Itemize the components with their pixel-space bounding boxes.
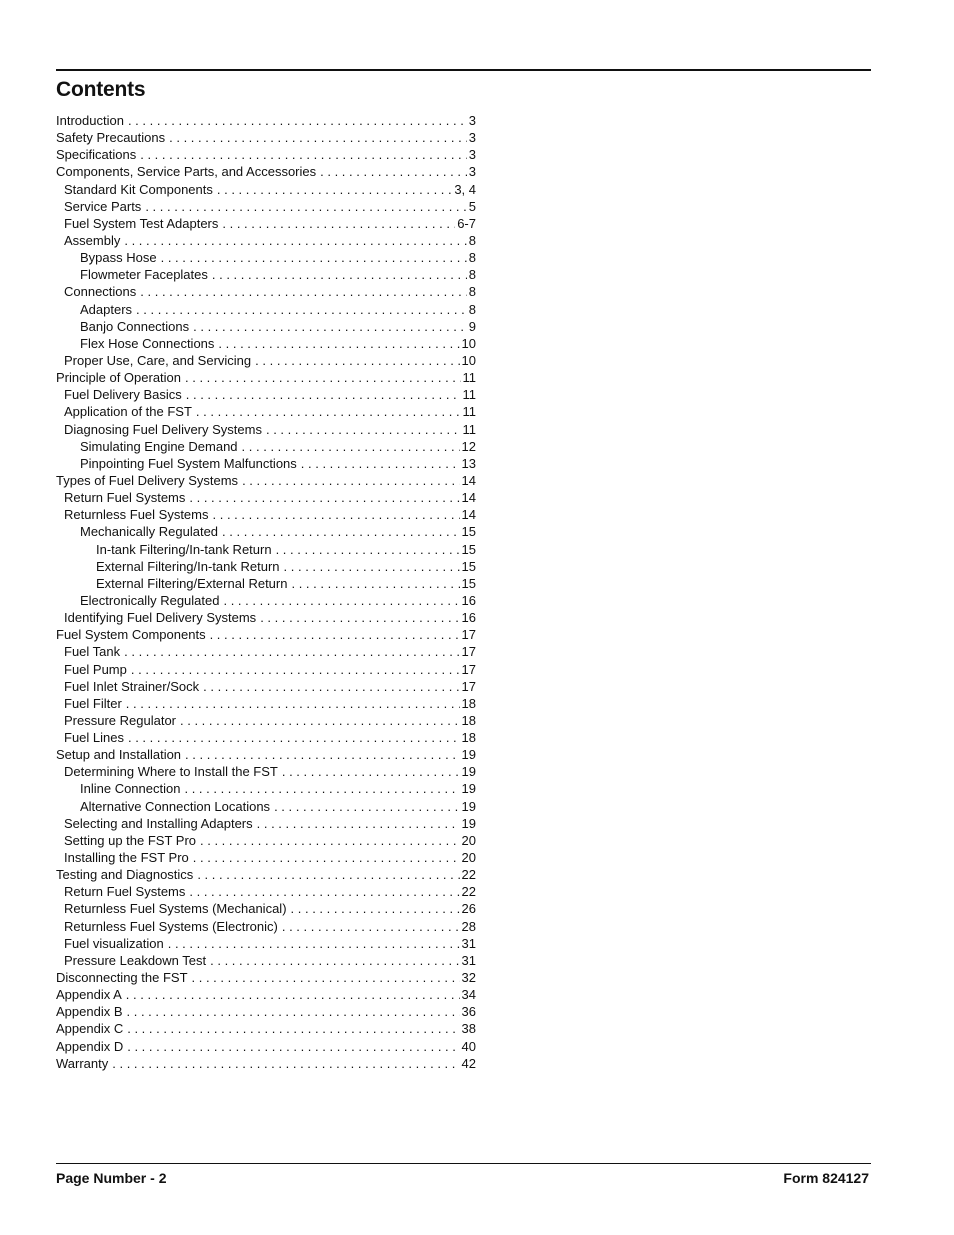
toc-entry-label: Principle of Operation [56,370,182,386]
toc-entry-page: 11 [462,404,476,420]
toc-entry [56,712,476,729]
page-title: Contents [56,78,146,101]
toc-leader-dots [161,249,467,266]
toc-entry-page: 31 [461,952,476,968]
toc-leader-dots [186,386,461,403]
toc-entry [56,369,476,386]
toc-entry-label: Returnless Fuel Systems (Electronic) [64,918,278,934]
toc-entry-page: 14 [461,507,476,523]
toc-entry-page: 42 [461,1055,476,1071]
toc-leader-dots [185,369,460,386]
toc-entry-label: Standard Kit Components [64,181,213,197]
toc-leader-dots [124,643,459,660]
toc-entry-page: 36 [461,1004,476,1020]
toc-entry-page: 20 [461,832,476,848]
toc-leader-dots [127,1003,460,1020]
toc-leader-dots [180,712,460,729]
toc-entry-page: 40 [461,1038,476,1054]
toc-entry-page: 11 [462,370,476,386]
toc-entry-page: 11 [462,387,476,403]
toc-entry [56,900,476,917]
toc-entry [56,763,476,780]
toc-entry-label: Returnless Fuel Systems [64,507,209,523]
toc-entry [56,626,476,643]
toc-leader-dots [128,729,460,746]
toc-entry-page: 28 [461,918,476,934]
toc-leader-dots [213,506,460,523]
toc-entry-label: Fuel Inlet Strainer/Sock [64,678,200,694]
toc-entry [56,1055,476,1072]
toc-entry [56,438,476,455]
toc-entry-page: 20 [461,850,476,866]
toc-entry [56,455,476,472]
toc-entry-label: In-tank Filtering/In-tank Return [96,541,272,557]
toc-entry-page: 15 [461,558,476,574]
toc-entry-page: 14 [461,490,476,506]
toc-entry-page: 3 [468,130,476,146]
toc-entry [56,883,476,900]
toc-entry [56,403,476,420]
toc-entry [56,421,476,438]
toc-entry-label: Mechanically Regulated [80,524,219,540]
toc-entry [56,232,476,249]
toc-entry [56,215,476,232]
toc-entry-label: Fuel Delivery Basics [64,387,182,403]
toc-entry [56,729,476,746]
toc-entry [56,935,476,952]
toc-entry [56,523,476,540]
toc-entry-page: 12 [461,438,476,454]
toc-entry [56,695,476,712]
toc-entry [56,592,476,609]
toc-entry [56,1038,476,1055]
toc-entry-label: External Filtering/In-tank Return [96,558,280,574]
toc-entry-page: 8 [468,267,476,283]
toc-entry [56,163,476,180]
toc-leader-dots [189,489,459,506]
toc-leader-dots [193,849,460,866]
toc-entry [56,746,476,763]
toc-leader-dots [222,523,460,540]
toc-entry-page: 8 [468,301,476,317]
footer-page-number: Page Number - 2 [56,1170,167,1186]
toc-entry-label: Safety Precautions [56,130,166,146]
toc-leader-dots [126,986,460,1003]
toc-entry [56,489,476,506]
toc-entry-page: 19 [461,764,476,780]
toc-entry [56,541,476,558]
toc-entry-label: Determining Where to Install the FST [64,764,278,780]
toc-entry-page: 11 [462,421,476,437]
toc-leader-dots [196,403,461,420]
toc-entry-page: 17 [461,678,476,694]
toc-leader-dots [282,918,460,935]
toc-entry [56,472,476,489]
toc-leader-dots [189,883,459,900]
toc-entry-page: 17 [461,644,476,660]
toc-entry [56,643,476,660]
toc-leader-dots [140,146,467,163]
toc-entry [56,249,476,266]
toc-entry-page: 10 [461,352,476,368]
toc-entry [56,815,476,832]
toc-leader-dots [274,798,459,815]
toc-entry-label: Adapters [80,301,133,317]
toc-entry [56,283,476,300]
toc-leader-dots [282,763,460,780]
toc-entry-label: Setup and Installation [56,747,182,763]
toc-entry-page: 19 [461,781,476,797]
toc-leader-dots [212,266,467,283]
toc-entry [56,798,476,815]
toc-leader-dots [169,129,467,146]
toc-leader-dots [145,198,466,215]
toc-entry-label: External Filtering/External Return [96,575,288,591]
toc-entry-page: 3, 4 [454,181,476,197]
toc-entry-page: 19 [461,798,476,814]
toc-entry [56,335,476,352]
toc-entry-page: 16 [461,610,476,626]
toc-entry-page: 14 [461,472,476,488]
toc-entry [56,146,476,163]
toc-entry-page: 15 [461,575,476,591]
toc-entry-page: 13 [461,455,476,471]
toc-entry-page: 18 [461,730,476,746]
toc-entry-label: Appendix D [56,1038,124,1054]
toc-leader-dots [112,1055,459,1072]
toc-entry-page: 17 [461,627,476,643]
toc-entry-label: Identifying Fuel Delivery Systems [64,610,257,626]
toc-entry-label: Disconnecting the FST [56,970,188,986]
toc-entry-label: Fuel Pump [64,661,127,677]
toc-entry-label: Returnless Fuel Systems (Mechanical) [64,901,287,917]
toc-leader-dots [197,866,459,883]
toc-entry-label: Flowmeter Faceplates [80,267,208,283]
toc-entry-label: Inline Connection [80,781,181,797]
toc-leader-dots [127,1038,459,1055]
toc-leader-dots [184,780,459,797]
toc-leader-dots [203,678,459,695]
toc-entry-label: Fuel System Components [56,627,206,643]
toc-entry-page: 8 [468,250,476,266]
toc-entry-page: 17 [461,661,476,677]
toc-entry-page: 10 [461,335,476,351]
toc-entry-label: Specifications [56,147,137,163]
toc-entry-page: 19 [461,747,476,763]
toc-entry [56,849,476,866]
toc-leader-dots [210,952,459,969]
toc-entry [56,1003,476,1020]
toc-entry-page: 3 [468,147,476,163]
toc-entry-label: Application of the FST [64,404,192,420]
toc-entry [56,318,476,335]
toc-leader-dots [276,541,460,558]
toc-entry [56,129,476,146]
toc-entry [56,352,476,369]
toc-entry-label: Setting up the FST Pro [64,832,196,848]
toc-entry-page: 38 [461,1021,476,1037]
toc-entry-label: Bypass Hose [80,250,157,266]
toc-leader-dots [320,163,467,180]
toc-leader-dots [124,232,466,249]
toc-leader-dots [200,832,460,849]
toc-entry-label: Flex Hose Connections [80,335,215,351]
toc-entry [56,661,476,678]
toc-leader-dots [242,472,459,489]
toc-entry-label: Fuel Tank [64,644,121,660]
toc-entry [56,506,476,523]
toc-leader-dots [217,181,452,198]
toc-entry-label: Selecting and Installing Adapters [64,815,253,831]
toc-entry-label: Pinpointing Fuel System Malfunctions [80,455,297,471]
toc-entry-page: 5 [468,198,476,214]
toc-entry-label: Types of Fuel Delivery Systems [56,472,239,488]
toc-leader-dots [210,626,460,643]
toc-entry-label: Proper Use, Care, and Servicing [64,352,252,368]
toc-entry-label: Introduction [56,113,124,128]
toc-entry-page: 8 [468,232,476,248]
toc-entry [56,832,476,849]
toc-entry-label: Service Parts [64,198,142,214]
toc-entry-page: 22 [461,884,476,900]
toc-entry [56,386,476,403]
toc-entry-page: 15 [461,541,476,557]
toc-entry-page: 34 [461,987,476,1003]
toc-entry-label: Return Fuel Systems [64,884,186,900]
toc-entry [56,112,476,129]
toc-leader-dots [168,935,460,952]
toc-leader-dots [127,1020,459,1037]
toc-leader-dots [218,335,459,352]
toc-entry-label: Simulating Engine Demand [80,438,238,454]
toc-leader-dots [136,301,467,318]
toc-entry-page: 18 [461,695,476,711]
toc-leader-dots [192,969,460,986]
toc-entry-label: Fuel visualization [64,935,164,951]
toc-entry-page: 19 [461,815,476,831]
toc-entry-label: Fuel Lines [64,730,124,746]
toc-entry-label: Appendix C [56,1021,124,1037]
toc-leader-dots [284,558,460,575]
toc-entry-page: 32 [461,970,476,986]
toc-entry-label: Assembly [64,232,121,248]
toc-leader-dots [131,661,460,678]
toc-entry-page: 31 [461,935,476,951]
toc-entry-page: 18 [461,712,476,728]
footer-form-number: Form 824127 [783,1170,869,1186]
toc-entry-label: Testing and Diagnostics [56,867,194,883]
toc-leader-dots [260,609,459,626]
toc-entry-label: Return Fuel Systems [64,490,186,506]
toc-leader-dots [242,438,460,455]
toc-entry-label: Electronically Regulated [80,592,220,608]
toc-entry [56,301,476,318]
toc-leader-dots [185,746,459,763]
toc-entry-label: Warranty [56,1055,109,1071]
toc-leader-dots [257,815,460,832]
toc-entry [56,181,476,198]
toc-entry [56,866,476,883]
toc-leader-dots [140,283,466,300]
toc-entry [56,198,476,215]
toc-entry-label: Pressure Regulator [64,712,176,728]
toc-entry [56,266,476,283]
toc-entry [56,558,476,575]
toc-entry [56,918,476,935]
toc-leader-dots [126,695,460,712]
toc-entry-page: 8 [468,284,476,300]
toc-entry-label: Fuel System Test Adapters [64,215,219,231]
toc-leader-dots [266,421,461,438]
toc-entry [56,609,476,626]
toc-entry-label: Appendix B [56,1004,123,1020]
toc-entry [56,780,476,797]
toc-entry-page: 26 [461,901,476,917]
toc-entry-page: 9 [468,318,476,334]
toc-entry-label: Components, Service Parts, and Accessories [56,164,317,180]
toc-entry [56,969,476,986]
toc-entry [56,986,476,1003]
toc-entry-label: Alternative Connection Locations [80,798,271,814]
toc-entry-page: 22 [461,867,476,883]
toc-entry-label: Appendix A [56,987,122,1003]
toc-entry-page: 16 [461,592,476,608]
toc-leader-dots [128,112,467,129]
toc-entry-label: Fuel Filter [64,695,122,711]
toc-leader-dots [291,575,459,592]
toc-leader-dots [223,592,459,609]
toc-entry-page: 3 [468,164,476,180]
toc-leader-dots [222,215,455,232]
toc-entry-page: 6-7 [457,215,476,231]
toc-entry-label: Diagnosing Fuel Delivery Systems [64,421,262,437]
toc-entry [56,1020,476,1037]
table-of-contents [56,112,476,1072]
toc-entry-label: Banjo Connections [80,318,190,334]
toc-leader-dots [255,352,459,369]
toc-leader-dots [291,900,460,917]
toc-entry-label: Installing the FST Pro [64,850,189,866]
toc-leader-dots [193,318,467,335]
toc-entry-label: Connections [64,284,137,300]
toc-entry [56,575,476,592]
footer-rule [56,1163,871,1164]
header-rule [56,69,871,71]
toc-entry-page: 15 [461,524,476,540]
toc-entry [56,952,476,969]
toc-entry-page: 3 [468,113,476,128]
toc-entry-label: Pressure Leakdown Test [64,952,207,968]
toc-leader-dots [301,455,460,472]
toc-entry [56,678,476,695]
